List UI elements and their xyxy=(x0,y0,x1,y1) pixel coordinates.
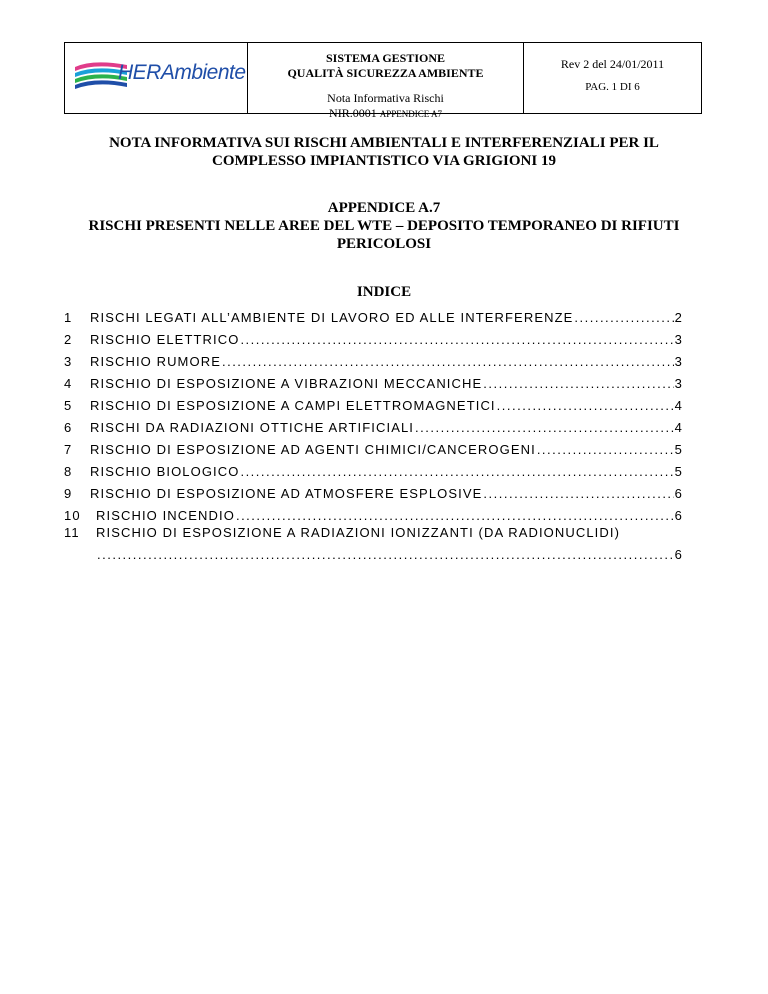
toc-number: 4 xyxy=(64,376,73,391)
toc-leader xyxy=(240,332,673,347)
toc-entry[interactable] xyxy=(64,369,683,391)
doc-code: NIR.0001 xyxy=(329,106,377,120)
title-line1: NOTA INFORMATIVA SUI RISCHI AMBIENTALI E INTERFERENZIALI PER IL xyxy=(109,135,659,151)
doc-code-line xyxy=(248,106,523,122)
toc-page: 6 xyxy=(674,547,683,562)
toc-entry[interactable] xyxy=(64,479,683,501)
page-number: PAG. 1 DI 6 xyxy=(585,81,640,93)
toc-page: 3 xyxy=(674,332,683,347)
toc-entry[interactable] xyxy=(64,347,683,369)
toc-number: 5 xyxy=(64,398,73,413)
toc-entry[interactable] xyxy=(64,501,683,523)
toc-leader xyxy=(537,442,674,457)
logo-cell xyxy=(65,43,248,113)
doc-name: Nota Informativa Rischi xyxy=(327,91,444,105)
toc-number: 2 xyxy=(64,332,73,347)
toc-entry[interactable] xyxy=(64,391,683,413)
toc-leader xyxy=(222,354,674,369)
appendix-label: APPENDICE A.7 xyxy=(327,200,441,216)
toc-entry[interactable] xyxy=(64,435,683,457)
toc-entry[interactable] xyxy=(64,413,683,435)
toc-leader xyxy=(497,398,674,413)
system-line2: QUALITÀ SICUREZZA AMBIENTE xyxy=(287,66,484,80)
index-heading: INDICE xyxy=(356,284,412,300)
system-cell xyxy=(248,43,524,120)
toc-page: 6 xyxy=(674,508,683,523)
subtitle-line2: PERICOLOSI xyxy=(336,236,432,252)
toc-leader xyxy=(483,486,673,501)
toc-page: 4 xyxy=(674,420,683,435)
document-header xyxy=(64,42,702,120)
toc-leader xyxy=(97,547,674,562)
toc-number: 6 xyxy=(64,420,73,435)
toc-entry[interactable] xyxy=(64,325,683,347)
toc-entry[interactable] xyxy=(64,303,683,325)
system-line1: SISTEMA GESTIONE xyxy=(325,51,446,65)
toc-title[interactable]: RISCHIO DI ESPOSIZIONE A RADIAZIONI IONIZZANTI (DA RADIONUCLIDI) xyxy=(96,525,621,540)
revision-text: Rev 2 del 24/01/2011 xyxy=(560,57,665,71)
logo-wordmark: HERAmbiente xyxy=(118,61,246,84)
toc-page: 3 xyxy=(674,376,683,391)
toc-page: 5 xyxy=(674,442,683,457)
toc-title[interactable]: RISCHIO ELETTRICO xyxy=(90,332,240,347)
toc-number: 1 xyxy=(64,310,73,325)
toc-leader xyxy=(415,420,674,435)
toc-page: 4 xyxy=(674,398,683,413)
toc-page: 5 xyxy=(674,464,683,479)
toc-leader xyxy=(483,376,673,391)
toc-number: 9 xyxy=(64,486,73,501)
table-of-contents xyxy=(64,303,683,567)
document-title xyxy=(60,134,708,170)
subtitle-line1: RISCHI PRESENTI NELLE AREE DEL WTE – DEPOSITO TEMPORANEO DI RIFIUTI xyxy=(88,218,680,234)
toc-title[interactable]: RISCHIO DI ESPOSIZIONE A CAMPI ELETTROMAGNETICI xyxy=(90,398,496,413)
toc-entry[interactable] xyxy=(64,523,683,567)
doc-appendix: APPENDICE A7 xyxy=(379,109,442,119)
toc-title[interactable]: RISCHIO BIOLOGICO xyxy=(90,464,240,479)
appendix-title xyxy=(60,199,708,253)
toc-title[interactable]: RISCHIO DI ESPOSIZIONE AD AGENTI CHIMICI/CANCEROGENI xyxy=(90,442,536,457)
revision-cell xyxy=(524,43,701,113)
toc-page: 3 xyxy=(674,354,683,369)
toc-number: 11 xyxy=(64,525,80,540)
toc-title[interactable]: RISCHIO INCENDIO xyxy=(96,508,235,523)
toc-page: 6 xyxy=(674,486,683,501)
toc-entry[interactable] xyxy=(64,457,683,479)
toc-title[interactable]: RISCHI DA RADIAZIONI OTTICHE ARTIFICIALI xyxy=(90,420,415,435)
toc-title[interactable]: RISCHIO DI ESPOSIZIONE A VIBRAZIONI MECCANICHE xyxy=(90,376,483,391)
toc-number: 10 xyxy=(64,508,81,523)
toc-title[interactable]: RISCHI LEGATI ALL’AMBIENTE DI LAVORO ED ALLE INTERFERENZE xyxy=(90,310,574,325)
toc-number: 8 xyxy=(64,464,73,479)
toc-title[interactable]: RISCHIO RUMORE xyxy=(90,354,221,369)
toc-leader xyxy=(574,310,673,325)
toc-number: 3 xyxy=(64,354,73,369)
toc-leader xyxy=(240,464,673,479)
toc-leader xyxy=(236,508,674,523)
toc-title[interactable]: RISCHIO DI ESPOSIZIONE AD ATMOSFERE ESPLOSIVE xyxy=(90,486,483,501)
toc-page: 2 xyxy=(674,310,683,325)
title-line2: COMPLESSO IMPIANTISTICO VIA GRIGIONI 19 xyxy=(212,153,556,169)
toc-number: 7 xyxy=(64,442,73,457)
